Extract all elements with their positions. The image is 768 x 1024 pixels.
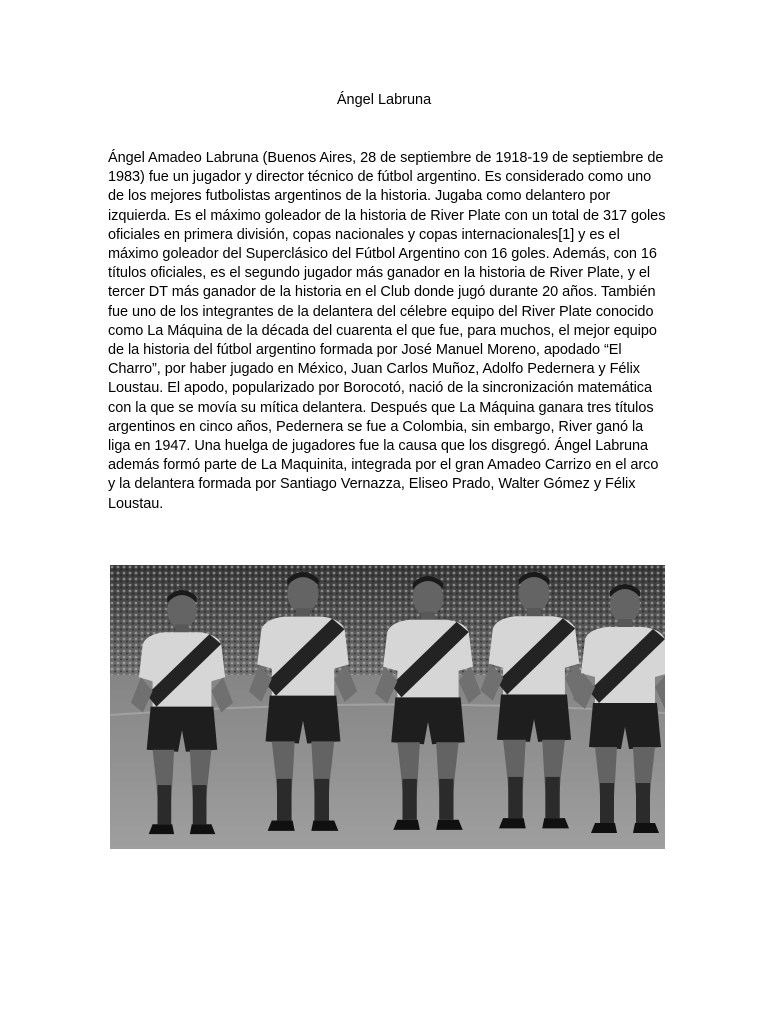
- team-photo: [110, 565, 665, 849]
- document-title: Ángel Labruna: [336, 92, 432, 108]
- team-photo-illustration: [110, 565, 665, 849]
- document-body-paragraph: Ángel Amadeo Labruna (Buenos Aires, 28 de septiembre de 1918-19 de septiembre de 1983) fue un jugador y director técnico de fútbol argentino. Es considerado como uno de los mejores futbolistas argentinos de la historia. Jugaba como delantero por izquierda. Es el máximo goleador de la historia de River Plate con un total de 317 goles oficiales en primera división, copas nacionales y copas internacionales[1] y es el máximo goleador del Superclásico del Fútbol Argentino con 16 goles. Además, con 16 títulos oficiales, es el segundo jugador más ganador en la historia de River Plate, y el tercer DT más ganador de la historia en el Club donde jugó durante 20 años. También fue uno de los integrantes de la delantera del célebre equipo del River Plate conocido como La Máquina de la década del cuarenta el que fue, para muchos, el mejor equipo de la historia del fútbol argentino formada por José Manuel Moreno, apodado “El Charro”, por haber jugado en México, Juan Carlos Muñoz, Adolfo Pedernera y Félix Loustau. El apodo, popularizado por Borocotó, nació de la sincronización matemática con la que se movía su mítica delantera. Después que La Máquina ganara tres títulos argentinos en cinco años, Pedernera se fue a Colombia, sin embargo, River ganó la liga en 1947. Una huelga de jugadores fue la causa que los disgregó. Ángel Labruna además formó parte de La Maquinita, integrada por el gran Amadeo Carrizo en el arco y la delantera formada por Santiago Vernazza, Eliseo Prado, Walter Gómez y Félix Loustau.: [108, 150, 666, 512]
